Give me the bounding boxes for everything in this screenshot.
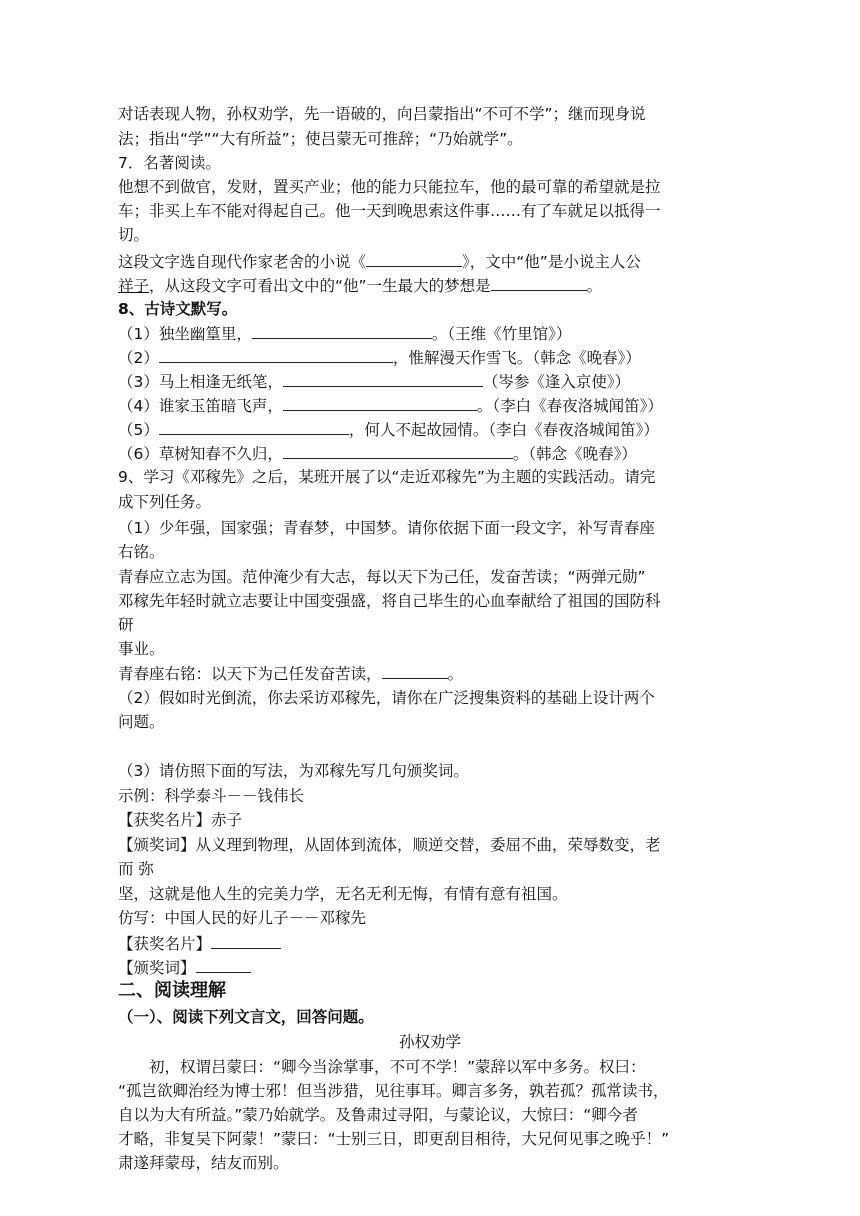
- q7-question-c: 祥子: [118, 277, 150, 295]
- q7-question-line-1: [118, 250, 641, 273]
- q8-item-1-prefix: （1）独坐幽篁里，: [118, 325, 252, 343]
- q8-item-4-suffix: 。（李白《春夜洛城闻笛》）: [476, 397, 663, 415]
- q9-sub1-line-2: 右铭。: [118, 543, 165, 561]
- q8-item-4: [118, 394, 663, 417]
- q9-sub1-line-1: （1）少年强，国家强；青春梦，中国梦。请你依据下面一段文字，补写青春座: [118, 519, 655, 537]
- q8-item-5-prefix: （5）: [118, 421, 159, 439]
- q9-intro-1: 9、学习《邓稼先》之后，某班开展了以“走近邓稼先”为主题的实践活动。请完: [118, 468, 656, 486]
- novel-title-blank[interactable]: [366, 250, 462, 267]
- passage-line-3: 自以为大有所益。”蒙乃始就学。及鲁肃过寻阳，与蒙论议，大惊曰：“卿今者: [118, 1106, 638, 1124]
- q8-item-4-prefix: （4）谁家玉笛暗飞声，: [118, 397, 283, 415]
- q8-item-3-prefix: （3）马上相逢无纸笔，: [118, 373, 283, 391]
- q9-motto-line: [118, 662, 463, 685]
- q8-item-1-blank[interactable]: [252, 322, 432, 339]
- q9-passage-1: 青春应立志为国。范仲淹少有大志，每以天下为己任，发奋苦读；“两弹元勋”: [118, 568, 646, 586]
- q7-question-line-2: [118, 274, 602, 297]
- example-award-words-3: 坚，这就是他人生的完美力学，无名无利无悔，有情有意有祖国。: [118, 885, 568, 903]
- q7-question-e: 。: [586, 277, 603, 295]
- award-name-line: [118, 932, 281, 955]
- q8-item-6-prefix: （6）草树知春不久归，: [118, 445, 283, 463]
- q9-passage-4: 事业。: [118, 640, 165, 658]
- award-words-label: 【颁奖词】: [118, 959, 196, 977]
- q7-passage-1: 他想不到做官，发财，置买产业；他的能力只能拉车，他的最可靠的希望就是拉: [118, 178, 661, 196]
- q7-question-d: ，从这段文字可看出文中的“他”一生最大的梦想是: [149, 277, 491, 295]
- q7-question-b: 》，文中“他”是小说主人公: [462, 253, 641, 271]
- passage-title: 孙权劝学: [398, 1033, 461, 1051]
- award-words-blank[interactable]: [196, 956, 251, 973]
- q8-item-2-blank[interactable]: [159, 346, 393, 363]
- q9-sub3: （3）请仿照下面的写法，为邓稼先写几句颁奖词。: [118, 762, 469, 780]
- q8-item-5-suffix: ，何人不起故园情。（李白《春夜洛城闻笛》）: [348, 421, 659, 439]
- q7-passage-3: 切。: [118, 226, 150, 244]
- motto-prefix: 青春座右铭：以天下为己任发奋苦读，: [118, 665, 382, 683]
- q6-line-1: 对话表现人物，孙权劝学，先一语破的，向吕蒙指出“不可不学”；继而现身说: [118, 105, 646, 123]
- q7-passage-2: 车；非买上车不能对得起自己。他一天到晚思索这件事……有了车就足以抵得一: [118, 202, 661, 220]
- award-name-label: 【获奖名片】: [118, 935, 212, 953]
- q9-passage-2: 邓稼先年轻时就立志要让中国变强盛，将自己毕生的心血奉献给了祖国的国防科: [118, 592, 661, 610]
- passage-line-5: 肃遂拜蒙母，结友而别。: [118, 1154, 289, 1172]
- q8-item-2: [118, 346, 641, 369]
- q8-item-1: [118, 322, 571, 345]
- award-name-blank[interactable]: [211, 932, 281, 949]
- q9-sub2-line-2: 问题。: [118, 713, 165, 731]
- q8-item-4-blank[interactable]: [283, 394, 477, 411]
- example-award-words-2: 而 弥: [118, 860, 154, 878]
- q8-item-6-suffix: 。（韩念《晚春》）: [512, 445, 637, 463]
- q7-title: 7．名著阅读。: [118, 154, 221, 172]
- q8-item-5: [118, 418, 659, 441]
- q8-item-3: [118, 370, 630, 393]
- q8-item-6: [118, 442, 637, 465]
- q6-line-2: 法；指出“学”“大有所益”；使吕蒙无可推辞；“乃始就学”。: [118, 130, 523, 148]
- passage-line-1: 初，权谓吕蒙曰：“卿今当涂掌事，不可不学！”蒙辞以军中多务。权曰：: [118, 1058, 646, 1076]
- q9-intro-2: 成下列任务。: [118, 493, 212, 511]
- motto-blank[interactable]: [382, 662, 448, 679]
- example-award-words-1: 【颁奖词】从义理到物理，从固体到流体，顺逆交替，委屈不曲，荣辱数变，老: [118, 836, 661, 854]
- passage-line-2: “孤岂欲卿治经为博士邪！但当涉猎，见往事耳。卿言多务，孰若孤？孤常读书，: [118, 1082, 669, 1100]
- q8-item-3-blank[interactable]: [283, 370, 483, 387]
- q8-item-3-suffix: （岑参《逢入京使》）: [482, 373, 631, 391]
- q8-item-6-blank[interactable]: [283, 442, 513, 459]
- q8-item-2-suffix: ，惟解漫天作雪飞。（韩念《晚春》）: [392, 349, 641, 367]
- q8-item-2-prefix: （2）: [118, 349, 159, 367]
- example-line: 示例：科学泰斗－－钱伟长: [118, 787, 305, 805]
- award-words-line: [118, 956, 251, 979]
- example-award-name: 【获奖名片】赤子: [118, 811, 243, 829]
- imitation-line: 仿写：中国人民的好儿子－－邓稼先: [118, 909, 367, 927]
- q8-item-5-blank[interactable]: [159, 418, 349, 435]
- q8-title: 8、古诗文默写。: [118, 300, 238, 318]
- q7-question-a: 这段文字选自现代作家老舍的小说《: [118, 253, 367, 271]
- section-subheading: （一）、阅读下列文言文，回答问题。: [118, 1008, 374, 1026]
- passage-line-4: 才略，非复吴下阿蒙！”蒙曰：“士别三日，即更刮目相待，大兄何见事之晚乎！”: [118, 1130, 670, 1148]
- q9-passage-3: 研: [118, 616, 134, 634]
- dream-blank[interactable]: [491, 274, 587, 291]
- q9-sub2-line-1: （2）假如时光倒流，你去采访邓稼先，请你在广泛搜集资料的基础上设计两个: [118, 689, 655, 707]
- section-heading: 二、阅读理解: [118, 980, 226, 1001]
- q8-item-1-suffix: 。（王维《竹里馆》）: [431, 325, 572, 343]
- motto-suffix: 。: [447, 665, 464, 683]
